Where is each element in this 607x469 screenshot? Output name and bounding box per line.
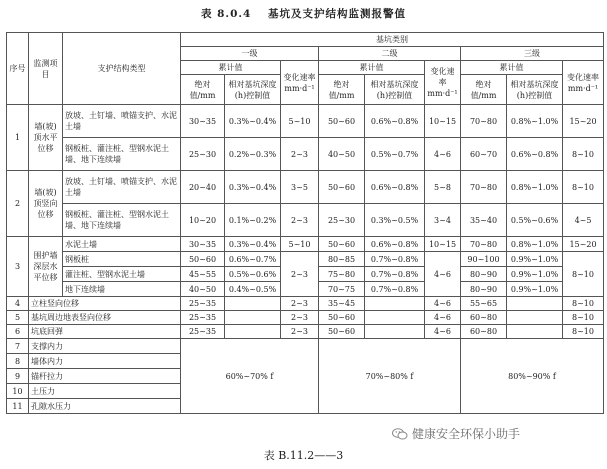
rate-value: 8~10 <box>563 171 604 204</box>
row-item: 孔隙水压力 <box>29 399 181 414</box>
support-type: 钢板桩 <box>63 252 181 267</box>
alarm-value: 50~60 <box>319 311 365 325</box>
rate-value: 8~10 <box>563 311 604 325</box>
alarm-value: 90~100 <box>461 252 507 267</box>
rate-value: 8~10 <box>563 297 604 311</box>
alarm-value: 0.5%~0.7% <box>365 138 425 171</box>
header-type: 支护结构类型 <box>63 33 181 105</box>
alarm-value: 75~80 <box>319 267 365 282</box>
rate-value: 10~15 <box>425 237 461 252</box>
rate-value: 2~3 <box>281 325 319 339</box>
header-rate-unit: mm·d⁻¹ <box>427 89 458 98</box>
alarm-value: 0.5%~0.6% <box>225 267 281 282</box>
header-rate-3 <box>563 61 604 105</box>
row-item: 立柱竖向位移 <box>29 297 181 311</box>
alarm-value: 20~40 <box>181 171 225 204</box>
alarm-value: 0.2%~0.3% <box>225 138 281 171</box>
alarm-value: 0.9%~1.0% <box>507 267 563 282</box>
alarm-value: 70~80 <box>461 237 507 252</box>
rate-value: 2~3 <box>281 252 319 297</box>
row-number: 9 <box>7 369 29 384</box>
figure-caption: 表 B.11.2——3 <box>263 449 344 462</box>
header-abs-1: 绝对值/mm <box>181 75 225 105</box>
rate-value: 4~6 <box>425 297 461 311</box>
rate-value: 2~3 <box>281 204 319 237</box>
alarm-value: 0.7%~0.8% <box>365 267 425 282</box>
alarm-value: 30~35 <box>181 237 225 252</box>
row-item: 墙(坡)顶水平位移 <box>29 105 63 171</box>
alarm-value: 25~35 <box>181 325 225 339</box>
header-item: 监测项目 <box>29 33 63 105</box>
alarm-value: 0.3%~0.4% <box>225 237 281 252</box>
rate-value: 5~8 <box>425 171 461 204</box>
alarm-value: 0.8%~1.0% <box>507 105 563 138</box>
alarm-value: 0.5%~0.6% <box>507 204 563 237</box>
header-abs-3: 绝对值/mm <box>461 75 507 105</box>
rate-value: 4~6 <box>425 138 461 171</box>
alarm-value <box>365 325 425 339</box>
alarm-value: 70~80 <box>461 171 507 204</box>
header-rate-unit: mm·d⁻¹ <box>567 83 599 93</box>
support-type: 水泥土墙 <box>63 237 181 252</box>
alarm-value: 0.9%~1.0% <box>507 252 563 267</box>
table-row <box>7 171 604 204</box>
alarm-value: 0.6%~0.8% <box>507 138 563 171</box>
alarm-value: 50~60 <box>319 105 365 138</box>
table-number: 表 8.0.4 <box>200 8 252 20</box>
alarm-value <box>365 297 425 311</box>
rate-value: 3~5 <box>281 171 319 204</box>
alarm-value <box>507 325 563 339</box>
alarm-value: 10~20 <box>181 204 225 237</box>
force-value-level-2: 70%~80% f <box>319 339 461 414</box>
rate-value: 2~3 <box>281 138 319 171</box>
alarm-value: 80~85 <box>319 252 365 267</box>
table-row <box>7 105 604 138</box>
header-cum-1: 累计值 <box>181 61 281 75</box>
alarm-value: 25~35 <box>181 311 225 325</box>
support-type: 地下连续墙 <box>63 282 181 297</box>
header-rate-2 <box>425 61 461 105</box>
support-type: 钢板桩、灌注桩、型钢水泥土墙、地下连续墙 <box>63 204 181 237</box>
alarm-value: 0.1%~0.2% <box>225 204 281 237</box>
alarm-value: 55~65 <box>461 297 507 311</box>
alarm-value: 50~60 <box>181 252 225 267</box>
alarm-value: 40~50 <box>181 282 225 297</box>
row-number: 1 <box>7 105 29 171</box>
row-number: 6 <box>7 325 29 339</box>
row-item: 围护墙深层水平位移 <box>29 237 63 297</box>
row-number: 5 <box>7 311 29 325</box>
table-title <box>0 6 607 21</box>
alarm-value: 35~45 <box>319 297 365 311</box>
header-level-2: 二级 <box>319 47 461 61</box>
alarm-value: 80~90 <box>461 282 507 297</box>
alarm-value: 50~60 <box>319 325 365 339</box>
rate-value: 2~3 <box>281 311 319 325</box>
table-title-text: 基坑及支护结构监测报警值 <box>268 8 407 20</box>
header-rel-1: 相对基坑深度(h)控制值 <box>225 75 281 105</box>
row-item: 墙(坡)顶竖向位移 <box>29 171 63 237</box>
header-rate-text: 变化速率 <box>430 67 455 87</box>
table-row <box>7 325 604 339</box>
row-number: 3 <box>7 237 29 297</box>
header-rate-1 <box>281 61 319 105</box>
rate-value: 4~6 <box>425 325 461 339</box>
alarm-value <box>507 311 563 325</box>
alarm-value: 50~60 <box>319 171 365 204</box>
watermark-text: 健康安全环保小助手 <box>412 427 521 441</box>
alarm-value: 70~75 <box>319 282 365 297</box>
table-row <box>7 204 604 237</box>
alarm-value-table <box>6 32 604 414</box>
row-number: 2 <box>7 171 29 237</box>
table-row <box>7 237 604 252</box>
rate-value: 4~6 <box>425 252 461 297</box>
rate-value: 8~10 <box>563 138 604 171</box>
alarm-value: 0.6%~0.8% <box>365 105 425 138</box>
alarm-value <box>225 325 281 339</box>
row-item: 锚杆拉力 <box>29 369 181 384</box>
support-type: 放坡、土钉墙、喷锚支护、水泥土墙 <box>63 171 181 204</box>
alarm-value: 0.6%~0.8% <box>365 237 425 252</box>
rate-value: 5~10 <box>281 237 319 252</box>
header-rel-3: 相对基坑深度(h)控制值 <box>507 75 563 105</box>
support-type: 灌注桩、型钢水泥土墙 <box>63 267 181 282</box>
alarm-value: 60~80 <box>461 311 507 325</box>
header-category: 基坑类别 <box>181 33 604 47</box>
watermark <box>392 425 520 442</box>
table-row <box>7 297 604 311</box>
row-number: 7 <box>7 339 29 354</box>
alarm-value: 0.8%~1.0% <box>507 171 563 204</box>
alarm-value: 0.3%~0.5% <box>365 204 425 237</box>
rate-value: 10~15 <box>425 105 461 138</box>
table-row <box>7 311 604 325</box>
row-number: 8 <box>7 354 29 369</box>
alarm-value: 70~80 <box>461 105 507 138</box>
force-value-level-3: 80%~90% f <box>461 339 604 414</box>
header-rel-2: 相对基坑深度(h)控制值 <box>365 75 425 105</box>
alarm-value: 50~60 <box>319 237 365 252</box>
alarm-value: 25~35 <box>181 297 225 311</box>
rate-value: 3~4 <box>425 204 461 237</box>
header-rate-unit: mm·d⁻¹ <box>284 83 315 93</box>
rate-value: 15~20 <box>563 105 604 138</box>
chat-bubble-icon <box>392 428 408 440</box>
alarm-value: 0.8%~1.0% <box>507 237 563 252</box>
header-rate-text: 变化速率 <box>283 72 316 82</box>
alarm-value <box>507 297 563 311</box>
alarm-value <box>365 311 425 325</box>
alarm-value: 0.6%~0.7% <box>225 252 281 267</box>
table-row <box>7 138 604 171</box>
row-number: 10 <box>7 384 29 399</box>
support-type: 钢板桩、灌注桩、型钢水泥土墙、地下连续墙 <box>63 138 181 171</box>
table-row <box>7 339 604 354</box>
support-type: 放坡、土钉墙、喷锚支护、水泥土墙 <box>63 105 181 138</box>
table-row <box>7 252 604 267</box>
rate-value: 2~3 <box>281 297 319 311</box>
header-level-1: 一级 <box>181 47 319 61</box>
header-seq: 序号 <box>7 33 29 105</box>
alarm-value: 0.3%~0.4% <box>225 171 281 204</box>
alarm-value: 0.3%~0.4% <box>225 105 281 138</box>
row-number: 11 <box>7 399 29 414</box>
force-value-level-1: 60%~70% f <box>181 339 319 414</box>
row-number: 4 <box>7 297 29 311</box>
alarm-value: 0.9%~1.0% <box>507 282 563 297</box>
alarm-value: 60~80 <box>461 325 507 339</box>
row-item: 坑底回弹 <box>29 325 181 339</box>
alarm-value: 30~35 <box>181 105 225 138</box>
header-rate-text: 变化速率 <box>567 72 599 82</box>
header-abs-2: 绝对值/mm <box>319 75 365 105</box>
alarm-value: 60~70 <box>461 138 507 171</box>
alarm-value: 80~90 <box>461 267 507 282</box>
alarm-value: 25~30 <box>181 138 225 171</box>
alarm-value <box>225 311 281 325</box>
alarm-value: 0.4%~0.5% <box>225 282 281 297</box>
header-level-3: 三级 <box>461 47 604 61</box>
row-item: 基坑周边地表竖向位移 <box>29 311 181 325</box>
row-item: 土压力 <box>29 384 181 399</box>
row-item: 墙体内力 <box>29 354 181 369</box>
header-cum-3: 累计值 <box>461 61 563 75</box>
rate-value: 5~10 <box>281 105 319 138</box>
rate-value: 8~10 <box>563 252 604 297</box>
rate-value: 4~5 <box>563 204 604 237</box>
alarm-value: 0.7%~0.8% <box>365 252 425 267</box>
alarm-value: 25~30 <box>319 204 365 237</box>
alarm-value: 0.6%~0.8% <box>365 171 425 204</box>
alarm-value <box>225 297 281 311</box>
alarm-value: 40~50 <box>319 138 365 171</box>
rate-value: 8~10 <box>563 325 604 339</box>
alarm-value: 45~55 <box>181 267 225 282</box>
rate-value: 4~6 <box>425 311 461 325</box>
rate-value: 15~20 <box>563 237 604 252</box>
alarm-value: 35~40 <box>461 204 507 237</box>
row-item: 支撑内力 <box>29 339 181 354</box>
alarm-value: 0.7%~0.8% <box>365 282 425 297</box>
header-cum-2: 累计值 <box>319 61 425 75</box>
